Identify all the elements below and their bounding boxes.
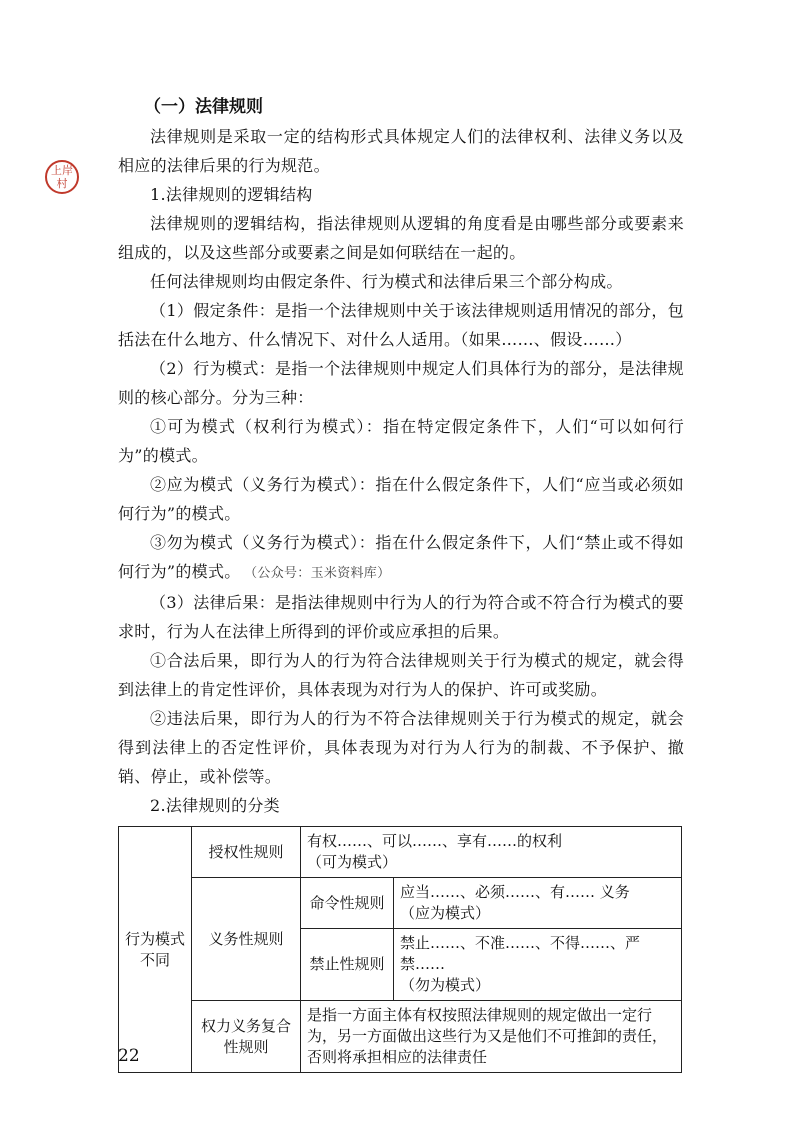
authorizing-desc-cell [301,827,682,878]
paragraph-assumption: （1）假定条件：是指一个法律规则中关于该法律规则适用情况的部分，包括法在什么地方、什么情况下、对什么人适用。（如果……、假设……） [118,301,684,349]
paragraph-three-parts: 任何法律规则均由假定条件、行为模式和法律后果三个部分构成。 [150,272,623,291]
classification-table [118,826,682,1073]
watermark-note: （公众号：玉米资料库） [250,566,391,581]
prohibit-desc-cell [394,929,682,1001]
subheading-classification: 2.法律规则的分类 [150,796,280,815]
command-mode: （应为模式） [400,904,491,922]
paragraph-may-mode: ①可为模式（权利行为模式）：指在特定假定条件下，人们“可以如何行为”的模式。 [118,417,684,465]
category-cell: 行为模式不同 [119,827,192,1073]
mustnot-mode-text: ③勿为模式（义务行为模式）：指在什么假定条件下，人们“禁止或不得如何行为”的模式。 [118,533,684,581]
section-heading: （一）法律规则 [144,97,263,117]
authorizing-desc: 有权……、可以……、享有……的权利 [307,832,563,850]
paragraph-behavior-mode: （2）行为模式：是指一个法律规则中规定人们具体行为的部分，是法律规则的核心部分。分为三种： [118,359,684,407]
table-row [119,1001,682,1073]
prohibit-label: 禁止性规则 [301,929,394,1001]
seal-text: 上岸村 [51,164,73,190]
subheading-logic-structure: 1.法律规则的逻辑结构 [150,185,313,204]
paragraph-definition: 法律规则是采取一定的结构形式具体规定人们的法律权利、法律义务以及相应的法律后果的行为规范。 [118,127,684,175]
page-number: 22 [118,1046,140,1066]
command-desc: 应当……、必须……、有…… 义务 [400,883,630,901]
obligatory-label: 义务性规则 [192,878,301,1001]
seal-stamp [45,160,79,194]
authorizing-label: 授权性规则 [192,827,301,878]
paragraph-legal-consequence: （3）法律后果：是指法律规则中行为人的行为符合或不符合行为模式的要求时，行为人在法律上所得到的评价或应承担的后果。 [118,593,684,641]
compound-label: 权力义务复合性规则 [192,1001,301,1073]
paragraph-unlawful-consequence: ②违法后果，即行为人的行为不符合法律规则关于行为模式的规定，就会得到法律上的否定性评价，具体表现为对行为人行为的制裁、不予保护、撤销、停止，或补偿等。 [118,709,684,786]
paragraph-logic-structure: 法律规则的逻辑结构，指法律规则从逻辑的角度看是由哪些部分或要素来组成的，以及这些部分或要素之间是如何联结在一起的。 [118,214,684,262]
prohibit-mode: （勿为模式） [400,976,491,994]
authorizing-mode: （可为模式） [307,853,398,871]
paragraph-lawful-consequence: ①合法后果，即行为人的行为符合法律规则关于行为模式的规定，就会得到法律上的肯定性评价，具体表现为对行为人的保护、许可或奖励。 [118,651,684,699]
page-content [118,92,684,1073]
table-row [119,878,682,929]
prohibit-desc: 禁止……、不准……、不得……、严禁…… [400,934,641,973]
command-desc-cell [394,878,682,929]
compound-desc: 是指一方面主体有权按照法律规则的规定做出一定行为，另一方面做出这些行为又是他们不可推卸的责任，否则将承担相应的法律责任 [301,1001,682,1073]
paragraph-mustnot-mode [118,528,684,588]
paragraph-should-mode: ②应为模式（义务行为模式）：指在什么假定条件下，人们“应当或必须如何行为”的模式。 [118,475,684,523]
table-row [119,827,682,878]
command-label: 命令性规则 [301,878,394,929]
